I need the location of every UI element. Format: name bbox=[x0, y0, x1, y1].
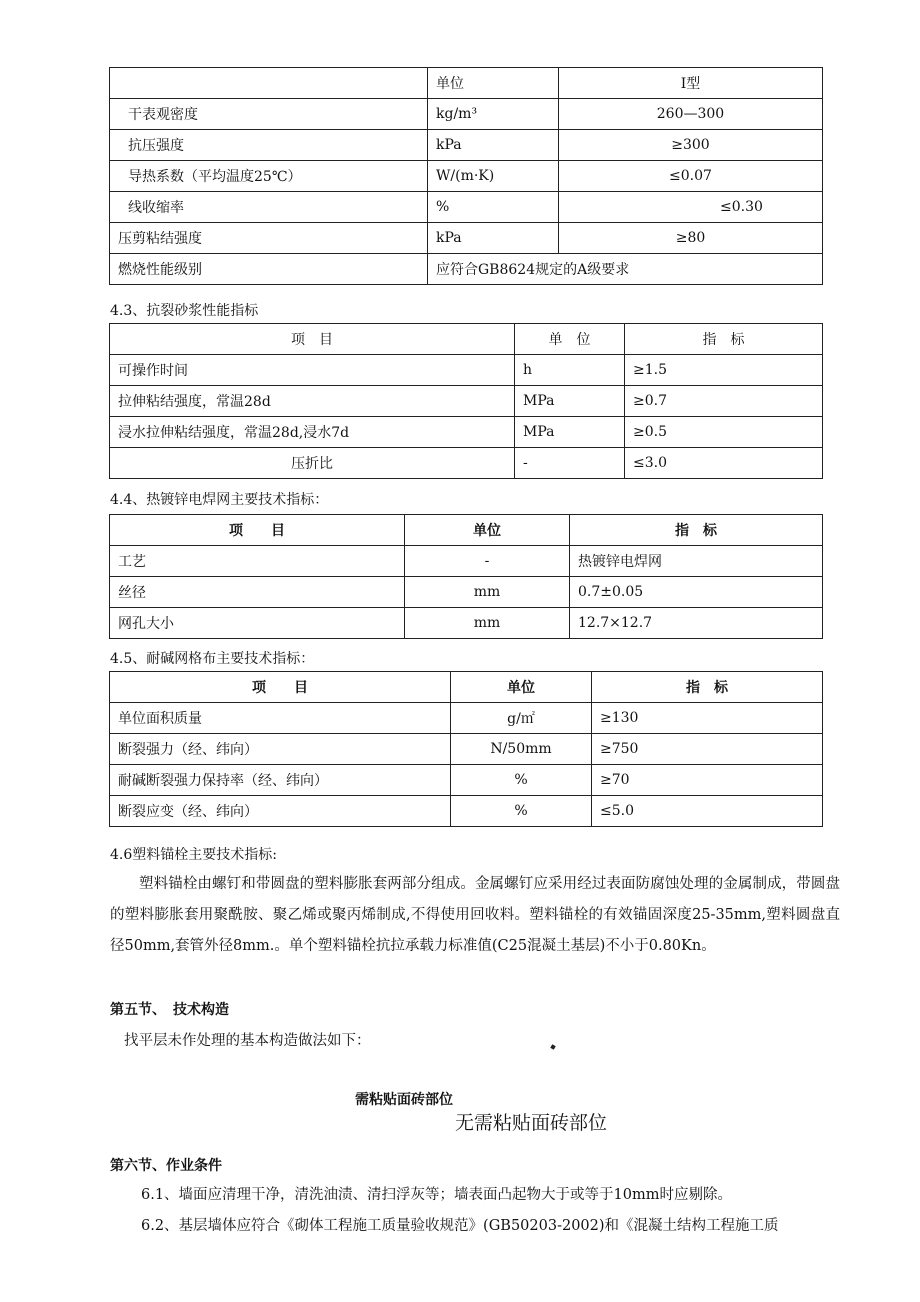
row-value: ≥0.7 bbox=[625, 386, 823, 417]
table-header-row bbox=[110, 515, 823, 546]
row-value: 应符合GB8624规定的A级要求 bbox=[428, 254, 823, 285]
header-cell: 项 目 bbox=[110, 324, 515, 355]
construction-intro: 找平层未作处理的基本构造做法如下： bbox=[124, 1033, 371, 1049]
row-label: 抗压强度 bbox=[110, 130, 428, 161]
table-material-properties bbox=[109, 67, 823, 285]
section-caption: 4.4、热镀锌电焊网主要技术指标： bbox=[110, 492, 329, 508]
row-unit: W/(m·K) bbox=[428, 161, 559, 192]
row-label: 拉伸粘结强度，常温28d bbox=[110, 386, 515, 417]
table-crack-resistant-mortar bbox=[109, 323, 823, 479]
header-cell: 项 目 bbox=[110, 672, 451, 703]
row-unit: kPa bbox=[428, 223, 559, 254]
row-value: ≥1.5 bbox=[625, 355, 823, 386]
table-row bbox=[110, 796, 823, 827]
row-label: 网孔大小 bbox=[110, 608, 405, 639]
row-value: ≥300 bbox=[559, 130, 823, 161]
anchor-paragraph bbox=[110, 869, 840, 962]
table-header-row bbox=[110, 68, 823, 99]
paragraph-text: 塑料锚栓由螺钉和带圆盘的塑料膨胀套两部分组成。金属螺钉应采用经过表面防腐蚀处理的金属制成，带圆盘的塑料膨胀套用聚酰胺、聚乙烯或聚丙烯制成,不得使用回收料。塑料锚栓的有效锚固深度25-35mm,塑料圆盘直径50mm,套管外径8mm.。单个塑料锚栓抗拉承载力标准值(C25混凝土基层)不小于0.80Kn。 bbox=[110, 876, 840, 954]
table-row bbox=[110, 130, 823, 161]
table-row bbox=[110, 254, 823, 285]
row-value: ≥70 bbox=[592, 765, 823, 796]
row-label: 压折比 bbox=[110, 448, 515, 479]
row-unit: - bbox=[405, 546, 570, 577]
table-row bbox=[110, 386, 823, 417]
header-cell: 单位 bbox=[451, 672, 592, 703]
row-label: 导热系数（平均温度25℃） bbox=[110, 161, 428, 192]
row-value: ≤3.0 bbox=[625, 448, 823, 479]
row-label: 可操作时间 bbox=[110, 355, 515, 386]
condition-item: 6.1、墙面应清理干净，清洗油渍、清扫浮灰等；墙表面凸起物大于或等于10mm时应剔除。 bbox=[141, 1187, 733, 1203]
condition-item: 6.2、基层墙体应符合《砌体工程施工质量验收规范》(GB50203-2002)和《混凝土结构工程施工质 bbox=[141, 1218, 779, 1234]
table-row bbox=[110, 448, 823, 479]
section-heading: 第五节、 技术构造 bbox=[110, 1002, 229, 1018]
row-unit: g/㎡ bbox=[451, 703, 592, 734]
row-label: 线收缩率 bbox=[110, 192, 428, 223]
section-caption: 4.6塑料锚栓主要技术指标: bbox=[110, 847, 277, 863]
table-galvanized-mesh bbox=[109, 514, 823, 639]
row-label: 压剪粘结强度 bbox=[110, 223, 428, 254]
row-value: ≥80 bbox=[559, 223, 823, 254]
diagram-label-tile-area: 需粘贴面砖部位 bbox=[355, 1092, 453, 1108]
row-value: 0.7±0.05 bbox=[570, 577, 823, 608]
table-row bbox=[110, 608, 823, 639]
row-value: ≥130 bbox=[592, 703, 823, 734]
header-cell: Ⅰ型 bbox=[559, 68, 823, 99]
header-cell: 单 位 bbox=[515, 324, 625, 355]
row-unit: mm bbox=[405, 608, 570, 639]
table-row bbox=[110, 703, 823, 734]
header-cell bbox=[110, 68, 428, 99]
row-value: ≤0.07 bbox=[559, 161, 823, 192]
table-row bbox=[110, 99, 823, 130]
row-unit: N/50mm bbox=[451, 734, 592, 765]
table-row bbox=[110, 223, 823, 254]
row-unit: kPa bbox=[428, 130, 559, 161]
header-cell: 单位 bbox=[405, 515, 570, 546]
table-row bbox=[110, 161, 823, 192]
row-unit: % bbox=[428, 192, 559, 223]
table-row bbox=[110, 192, 823, 223]
row-value: 12.7×12.7 bbox=[570, 608, 823, 639]
stray-mark bbox=[550, 1044, 555, 1049]
row-unit: mm bbox=[405, 577, 570, 608]
table-alkali-resistant-mesh bbox=[109, 671, 823, 827]
row-label: 断裂强力（经、纬向） bbox=[110, 734, 451, 765]
row-label: 单位面积质量 bbox=[110, 703, 451, 734]
header-cell: 单位 bbox=[428, 68, 559, 99]
row-label: 丝径 bbox=[110, 577, 405, 608]
header-cell: 指 标 bbox=[592, 672, 823, 703]
row-label: 燃烧性能级别 bbox=[110, 254, 428, 285]
row-unit: % bbox=[451, 765, 592, 796]
row-unit: kg/m³ bbox=[428, 99, 559, 130]
row-value: 260—300 bbox=[559, 99, 823, 130]
table-row bbox=[110, 734, 823, 765]
row-value: ≤0.30 bbox=[559, 192, 823, 223]
diagram-label-no-tile-area: 无需粘贴面砖部位 bbox=[455, 1112, 608, 1134]
section-heading: 第六节、作业条件 bbox=[110, 1158, 222, 1174]
row-unit: MPa bbox=[515, 417, 625, 448]
table-row bbox=[110, 355, 823, 386]
table-header-row bbox=[110, 672, 823, 703]
header-cell: 指 标 bbox=[570, 515, 823, 546]
table-row bbox=[110, 765, 823, 796]
table-row bbox=[110, 577, 823, 608]
row-label: 浸水拉伸粘结强度，常温28d,浸水7d bbox=[110, 417, 515, 448]
table-row bbox=[110, 546, 823, 577]
row-value: ≥0.5 bbox=[625, 417, 823, 448]
row-label: 干表观密度 bbox=[110, 99, 428, 130]
row-unit: h bbox=[515, 355, 625, 386]
section-caption: 4.3、抗裂砂浆性能指标 bbox=[110, 303, 259, 319]
row-value: 热镀锌电焊网 bbox=[570, 546, 823, 577]
header-cell: 项 目 bbox=[110, 515, 405, 546]
row-label: 工艺 bbox=[110, 546, 405, 577]
table-header-row bbox=[110, 324, 823, 355]
row-unit: MPa bbox=[515, 386, 625, 417]
table-row bbox=[110, 417, 823, 448]
section-caption: 4.5、耐碱网格布主要技术指标： bbox=[110, 651, 315, 667]
row-value: ≥750 bbox=[592, 734, 823, 765]
row-label: 断裂应变（经、纬向） bbox=[110, 796, 451, 827]
row-value: ≤5.0 bbox=[592, 796, 823, 827]
row-label: 耐碱断裂强力保持率（经、纬向） bbox=[110, 765, 451, 796]
row-unit: - bbox=[515, 448, 625, 479]
header-cell: 指 标 bbox=[625, 324, 823, 355]
row-unit: % bbox=[451, 796, 592, 827]
